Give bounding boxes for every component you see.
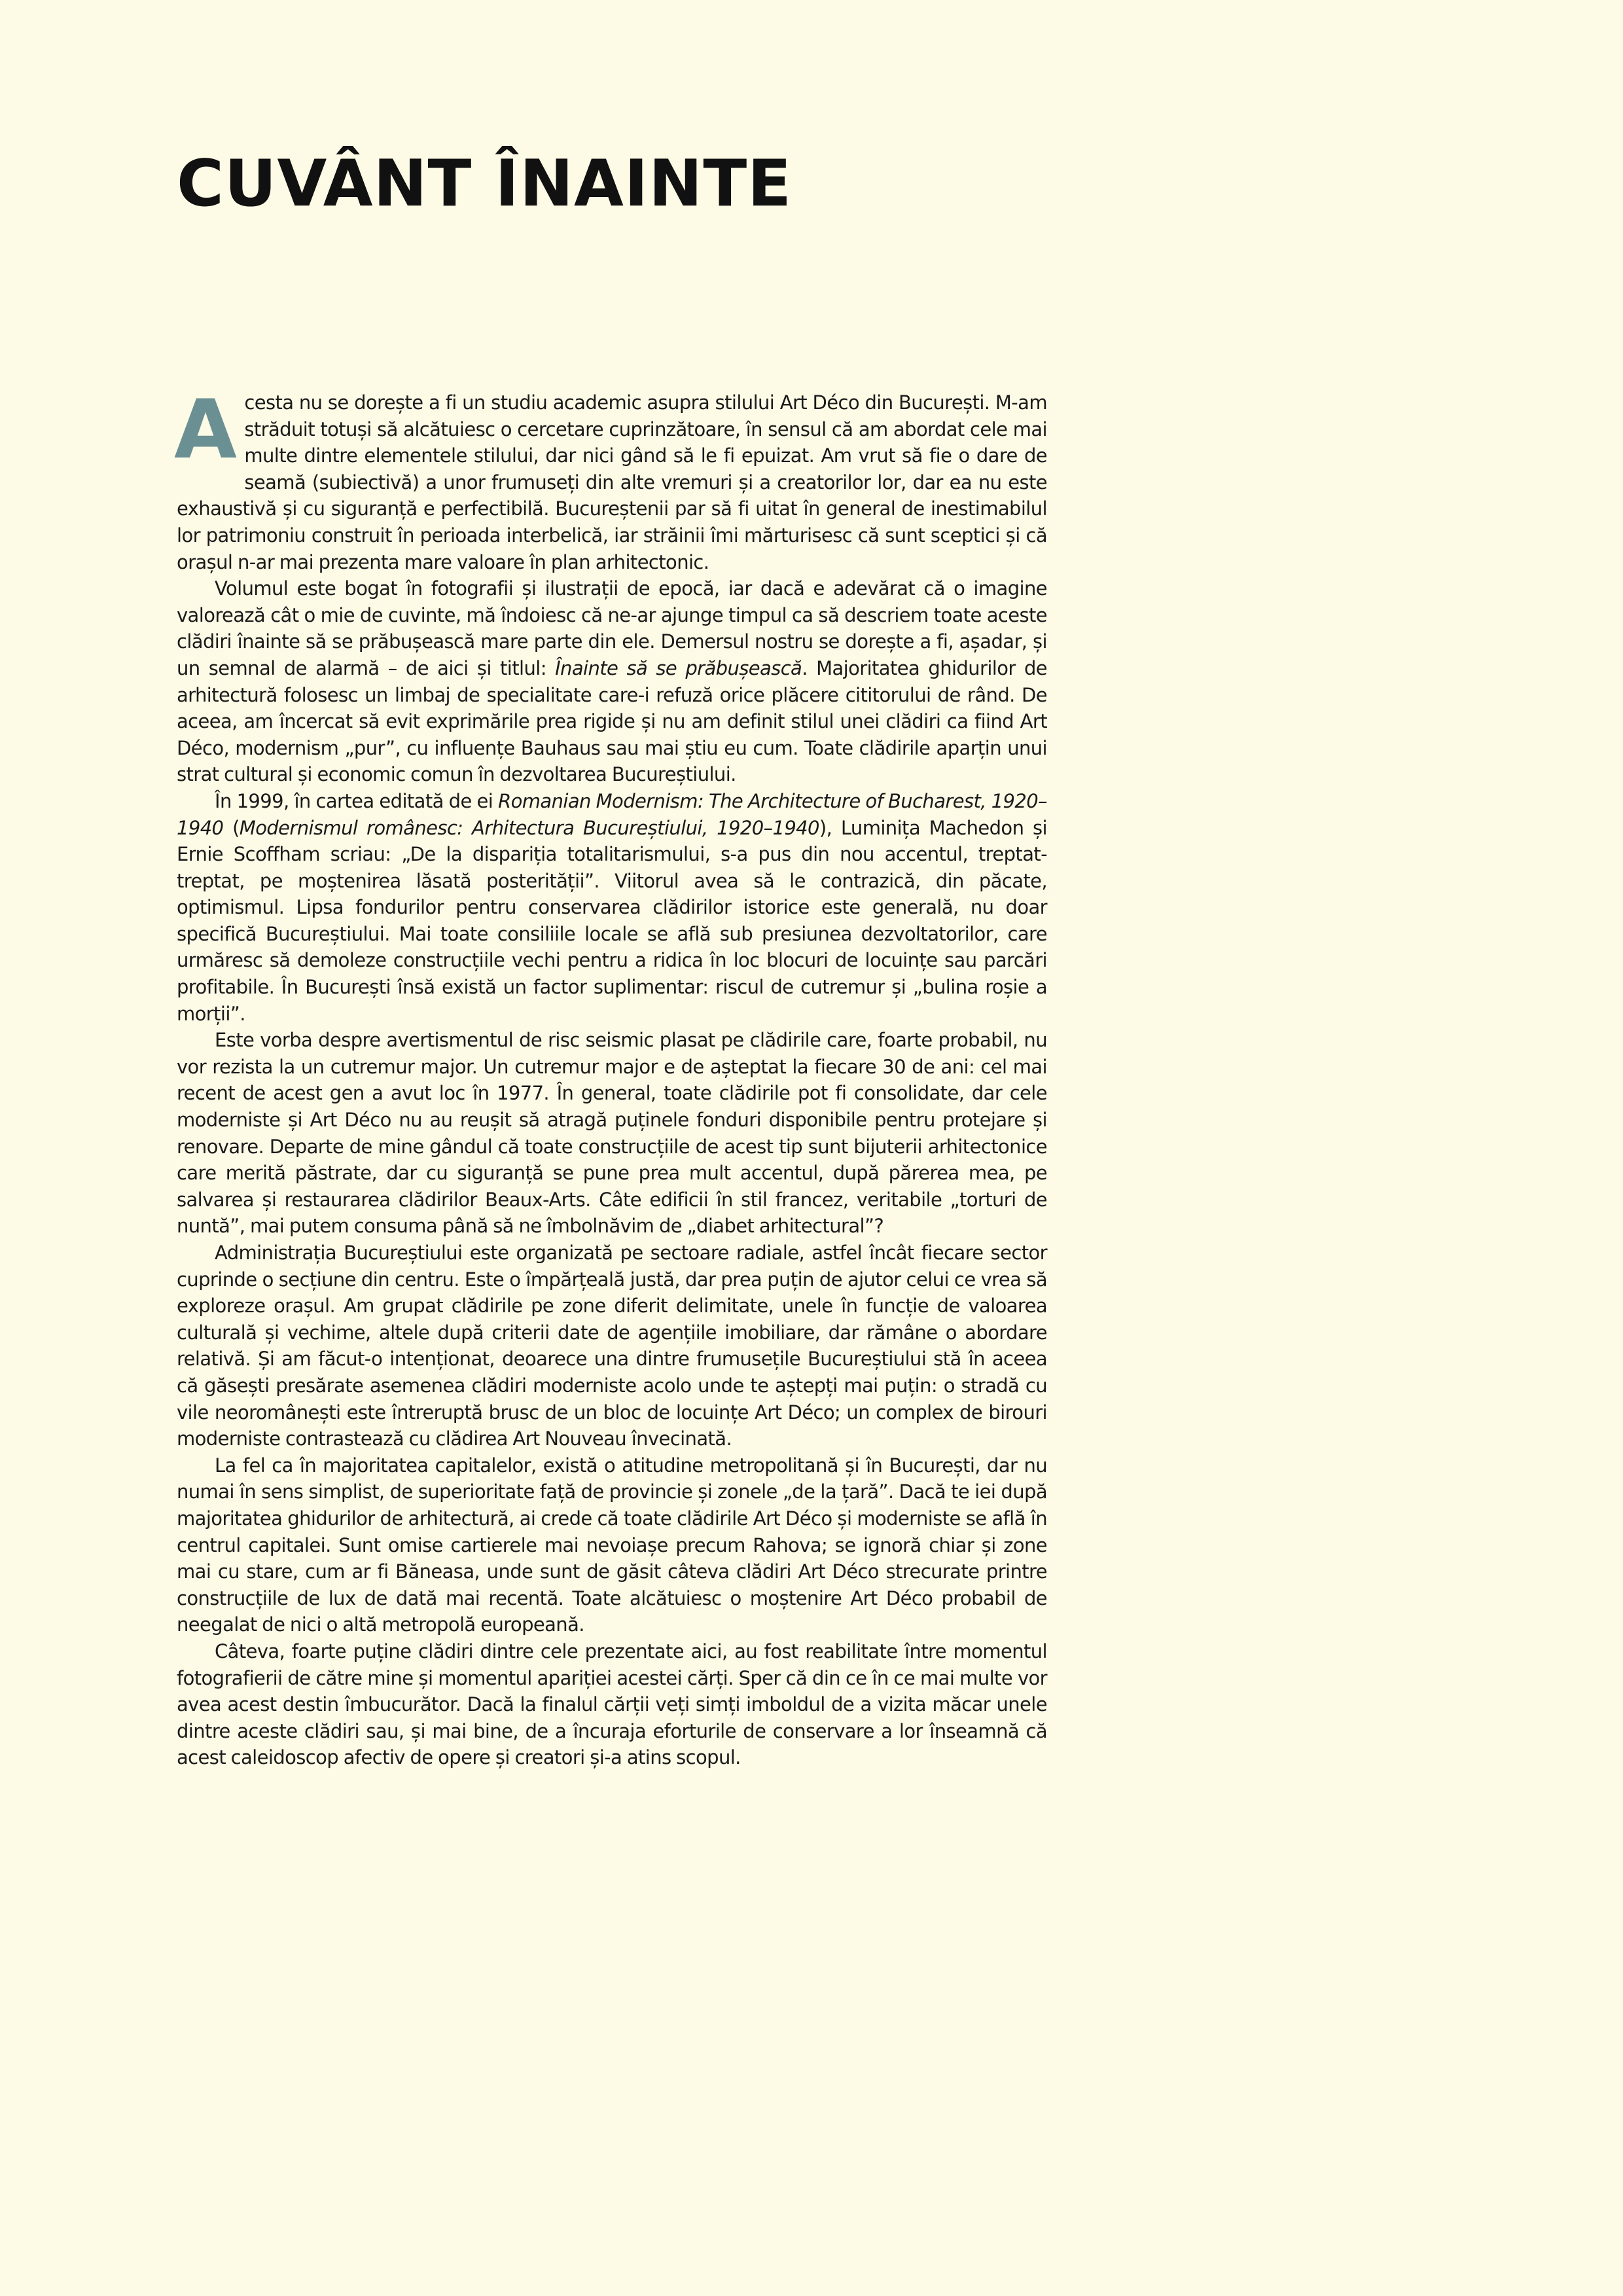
book-title-emphasis: Înainte să se prăbușească [555, 656, 802, 679]
paragraph-3-text-c: ), Luminița Machedon și Ernie Scoffham scriau: „De la dispariția totalitarismului, s-a pus din nou accentul, treptat-treptat, pe moștenirea lăsată posterității”. Viitorul avea să le contrazică, din păcate, optimismul. Lipsa fondurilor pentru conservarea clădirilor istorice este generală, nu doar specifică Bucureștiului. Mai toate consiliile locale se află sub presiunea dezvoltatorilor, care urmăresc să demoleze construcțiile vechi pentru a ridica în loc blocuri de locuințe sau parcări profitabile. În București însă există un factor suplimentar: riscul de cutremur și „bulina roșie a morții”. [177, 816, 1047, 1025]
article-body [174, 383, 1047, 1771]
paragraph-4: Este vorba despre avertismentul de risc seismic plasat pe clădirile care, foarte probabil, nu vor rezista la un cutremur major. Un cutremur major e de așteptat la fiecare 30 de ani: cel mai recent de acest gen a avut loc în 1977. În general, toate clădirile pot fi consolidate, dar cele moderniste și Art Déco nu au reușit să atragă puținele fonduri disponibile pentru protejare și renovare. Departe de mine gândul că toate construcțiile de acest tip sunt bijuterii arhitectonice care merită păstrate, dar cu siguranță se pune prea mult accentul, după părerea mea, pe salvarea și restaurarea clădirilor Beaux-Arts. Câte edificii în stil francez, veritabile „torturi de nuntă”, mai putem consuma până să ne îmbolnăvim de „diabet arhitectural”? [177, 1029, 1047, 1238]
paragraph-2 [177, 575, 1047, 788]
paragraph-2-text-b: . Majoritatea ghidurilor de arhitectură folosesc un limbaj de specialitate care-i refuză orice plăcere cititorului de rând. De aceea, am încercat să evit exprimările prea rigide și nu am definit stilul unei clădiri ca fiind Art Déco, modernism „pur”, cu influențe Bauhaus sau mai știu eu cum. Toate clădirile aparțin unui strat cultural și economic comun în dezvoltarea Bucureștiului. [177, 656, 1047, 786]
paragraph-3-text-b: ( [223, 816, 240, 839]
page-title: CUVÂNT ÎNAINTE [177, 147, 793, 221]
paragraph-3 [177, 788, 1047, 1027]
paragraph-5: Administrația Bucureștiului este organizată pe sectoare radiale, astfel încât fiecare sector cuprinde o secțiune din centru. Este o împărțeală justă, dar prea puțin de ajutor celui ce vrea să exploreze orașul. Am grupat clădirile pe zone diferit delimitate, unele în funcție de valoarea culturală și vechime, altele după criterii date de agențiile imobiliare, dar rămâne o abordare relativă. Și am făcut-o intenționat, deoarece una dintre frumusețile Bucureștiului stă în aceea că găsești presărate asemenea clădiri moderniste acolo unde te aștepți mai puțin: o stradă cu vile neoromânești este întreruptă brusc de un bloc de locuințe Art Déco; un complex de birouri moderniste contrastează cu clădirea Art Nouveau învecinată. [177, 1242, 1047, 1450]
paragraph-7: Câteva, foarte puține clădiri dintre cele prezentate aici, au fost reabilitate între momentul fotografierii de către mine și momentul apariției acestei cărți. Sper că din ce în ce mai multe vor avea acest destin îmbucurător. Dacă la finalul cărții veți simți imboldul de a vizita măcar unele dintre aceste clădiri sau, și mai bine, de a încuraja eforturile de conservare a lor înseamnă că acest caleidoscop afectiv de opere și creatori și-a atins scopul. [177, 1640, 1047, 1769]
paragraph-2-text-a: Volumul este bogat în fotografii și ilustrații de epocă, iar dacă e adevărat că o imagine valorează cât o mie de cuvinte, mă îndoiesc că ne-ar ajunge timpul ca să descriem toate aceste clădiri înainte să se prăbușească mare parte din ele. Demersul nostru se dorește a fi, așadar, și un semnal de alarmă – de aici și titlul: [177, 577, 1047, 679]
drop-cap: A [174, 383, 237, 477]
paragraph-6: La fel ca în majoritatea capitalelor, există o atitudine metropolitană și în București, dar nu numai în sens simplist, de superioritate față de provincie și zonele „de la țară”. Dacă te iei după majoritatea ghidurilor de arhitectură, ai crede că toate clădirile Art Déco și moderniste se află în centrul capitalei. Sunt omise cartierele mai nevoiașe precum Rahova; se ignoră chiar și zone mai cu stare, cum ar fi Băneasa, unde sunt de găsit câteva clădiri Art Déco strecurate printre construcțiile de lux de dată mai recentă. Toate alcătuiesc o moștenire Art Déco probabil de neegalat de nici o altă metropolă europeană. [177, 1454, 1047, 1636]
cited-book-title-en: Romanian Modernism: The Architecture of Bucharest, 1920–1940 [177, 789, 1047, 839]
paragraph-1-text: cesta nu se dorește a fi un studiu academic asupra stilului Art Déco din București. M-am străduit totuși să alcătuiesc o cercetare cuprinzătoare, în sensul că am abordat cele mai multe dintre elementele stilului, dar nici gând să le fi epuizat. Am vrut să fie o dare de seamă (subiectivă) a unor frumuseți din alte vremuri și a creatorilor lor, dar ea nu este exhaustivă și cu siguranță e perfectibilă. Bucureștenii par să fi uitat în general de inestimabilul lor patrimoniu construit în perioada interbelică, iar străinii îmi mărturisesc că sunt sceptici și că orașul n-ar mai prezenta mare valoare în plan arhitectonic. [177, 391, 1047, 573]
paragraph-3-text-a: În 1999, în cartea editată de ei [215, 789, 499, 812]
cited-book-title-ro: Modernismul românesc: Arhitectura Bucureștiului, 1920–1940 [239, 816, 819, 839]
paragraph-1 [174, 383, 1047, 575]
